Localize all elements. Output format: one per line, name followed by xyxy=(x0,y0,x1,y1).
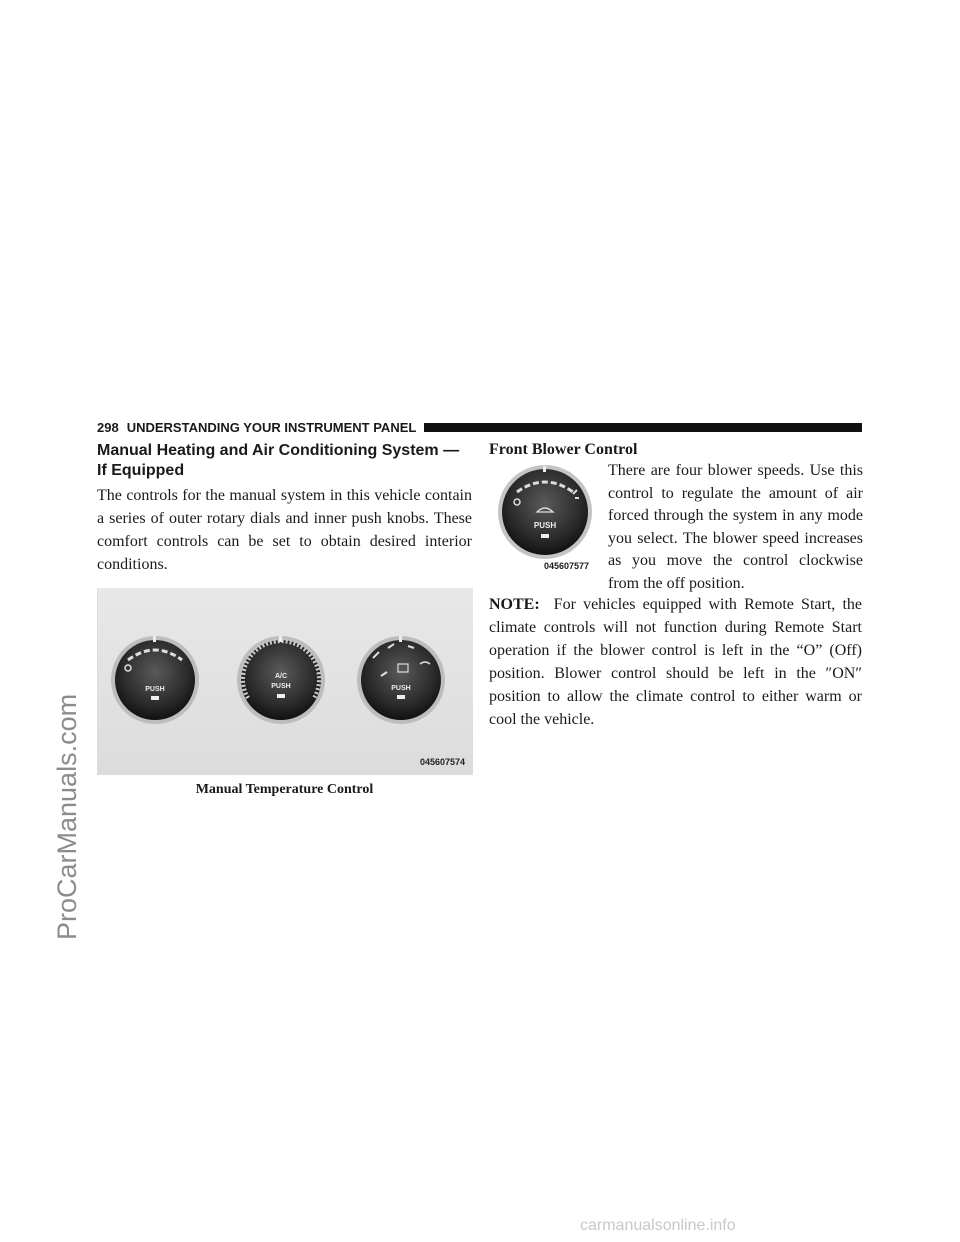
note-paragraph xyxy=(489,593,862,731)
section-title: UNDERSTANDING YOUR INSTRUMENT PANEL xyxy=(126,419,417,435)
temperature-knob xyxy=(237,636,325,724)
manual-hvac-paragraph: The controls for the manual system in this vehicle contain a series of outer rotary dials and inner push knobs. These comfort controls can be set to obtain desired interior conditions. xyxy=(97,487,472,573)
front-blower-figure xyxy=(489,462,601,574)
front-blower-heading: Front Blower Control xyxy=(489,441,638,458)
manual-hvac-heading: Manual Heating and Air Conditioning System — If Equipped xyxy=(97,442,460,479)
note-label: NOTE: xyxy=(489,596,540,613)
page-number: 298 xyxy=(97,419,119,435)
control-knobs-illustration xyxy=(98,588,473,775)
figure-caption: Manual Temperature Control xyxy=(195,782,374,797)
blower-knob xyxy=(111,636,199,724)
note-text: For vehicles equipped with Remote Start, the climate controls will not function during Remote Start operation if the blower control is left in the “O” (Off) position. Blower control should be left in the ″ON″ position to allow the climate control to either warm or cool the vehicle. xyxy=(489,596,862,728)
knob2-label-push: PUSH xyxy=(271,683,291,690)
page-header xyxy=(97,418,862,436)
blower-knob-label: PUSH xyxy=(533,521,557,530)
bottom-watermark: carmanualsonline.info xyxy=(580,1217,736,1234)
knob1-label: PUSH xyxy=(145,686,165,693)
knob2-label-ac: A/C xyxy=(274,673,288,680)
manual-temperature-control-figure xyxy=(97,588,473,775)
front-blower-paragraph: There are four blower speeds. Use this control to regulate the amount of air forced through the system in any mode you select. The blower speed increases as you move the control clockwise from the off position. xyxy=(608,462,863,592)
knob3-label: PUSH xyxy=(391,685,411,692)
blower-figure-code: 045607577 xyxy=(544,561,590,571)
side-watermark: ProCarManuals.com xyxy=(52,693,82,940)
blower-knob-illustration xyxy=(489,462,601,574)
mode-knob xyxy=(357,636,445,724)
header-rule xyxy=(424,423,862,432)
figure-code: 045607574 xyxy=(419,757,465,767)
